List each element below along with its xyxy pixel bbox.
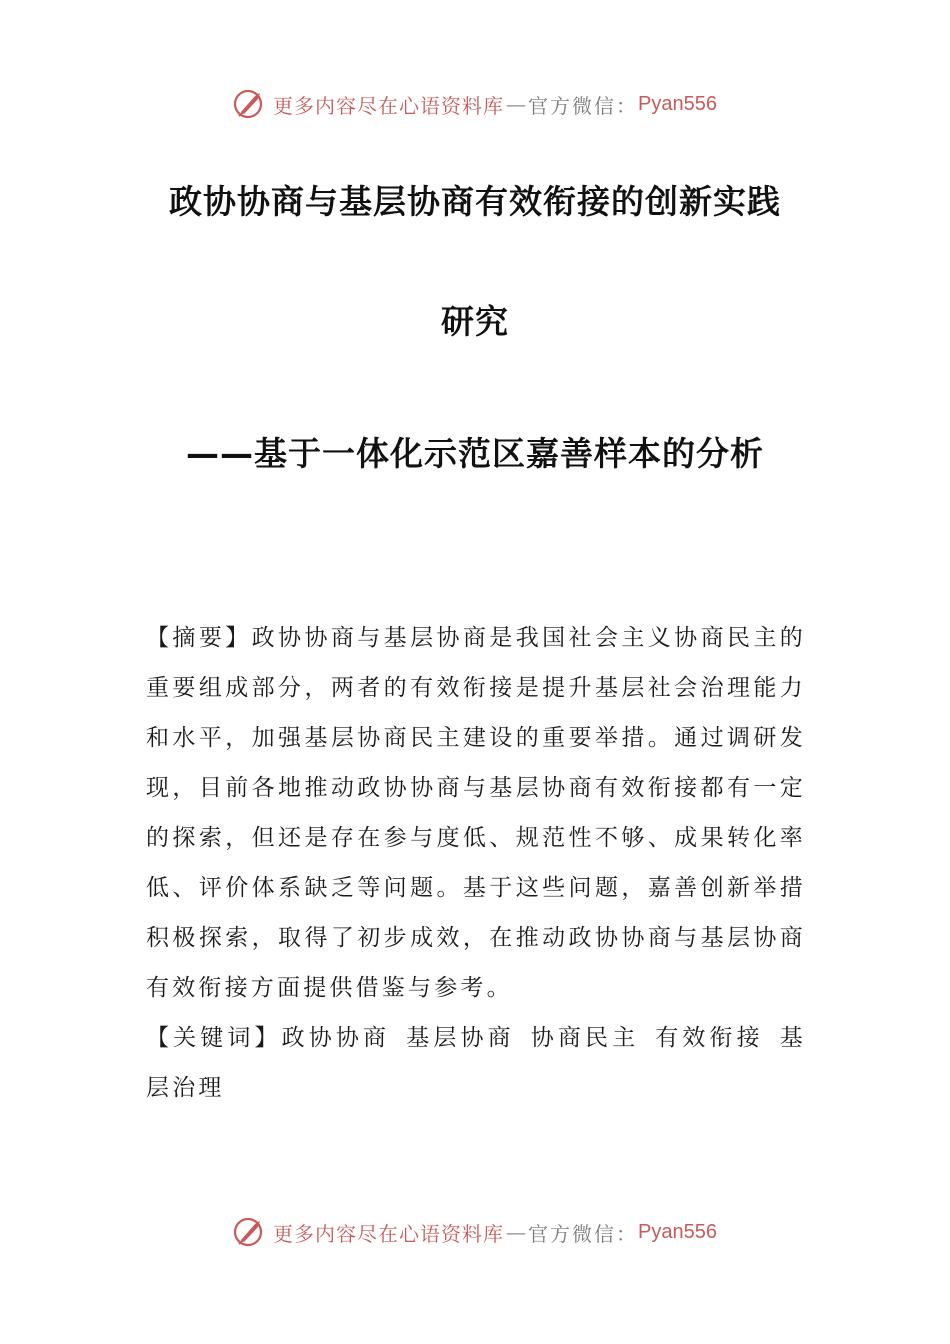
banner-official: 官方微信：: [528, 93, 639, 118]
banner-wechat-id: Pyan556: [638, 1220, 717, 1243]
abstract-text: 政协协商与基层协商是我国社会主义协商民主的重要组成部分，两者的有效衔接是提升基层社会治理能力和水平，加强基层协商民主建设的重要举措。通过调研发现，目前各地推动政协协商与基层协商有效衔接都有一定的探索，但还是存在参与度低、规范性不够、成果转化率低、评价体系缺乏等问题。基于这些问题，嘉善创新举措积极探索，取得了初步成效，在推动政协协商与基层协商有效衔接方面提供借鉴与参考。: [146, 625, 806, 1001]
document-title-line-2: 研究: [441, 302, 509, 341]
pen-nib-logo-icon: [233, 1215, 267, 1249]
pen-nib-logo-icon: [233, 87, 267, 121]
banner-official: 官方微信：: [528, 1221, 639, 1246]
banner-brand: 更多内容尽在心语资料库: [273, 1221, 505, 1246]
banner-brand: 更多内容尽在心语资料库: [273, 93, 505, 118]
banner-dash: —: [506, 1220, 527, 1244]
keyword-item: 有效衔接: [655, 1025, 764, 1051]
footer-banner: [0, 1212, 950, 1252]
keywords-label: 【关键词】: [146, 1025, 282, 1051]
keyword-item: 协商民主: [530, 1025, 640, 1051]
header-banner: [0, 84, 950, 124]
keyword-item: 基层治理: [146, 1025, 806, 1101]
abstract-label: 【摘要】: [146, 625, 252, 651]
banner-wechat-id: Pyan556: [638, 92, 717, 115]
document-subtitle: ——基于一体化示范区嘉善样本的分析: [186, 434, 764, 473]
keyword-item: 基层协商: [406, 1025, 515, 1051]
document-title-line-1: 政协协商与基层协商有效衔接的创新实践: [169, 182, 781, 221]
banner-dash: —: [506, 92, 527, 116]
keyword-item: 政协协商: [281, 1025, 391, 1051]
keywords-paragraph: [146, 1013, 806, 1113]
abstract-paragraph: [146, 613, 806, 1013]
